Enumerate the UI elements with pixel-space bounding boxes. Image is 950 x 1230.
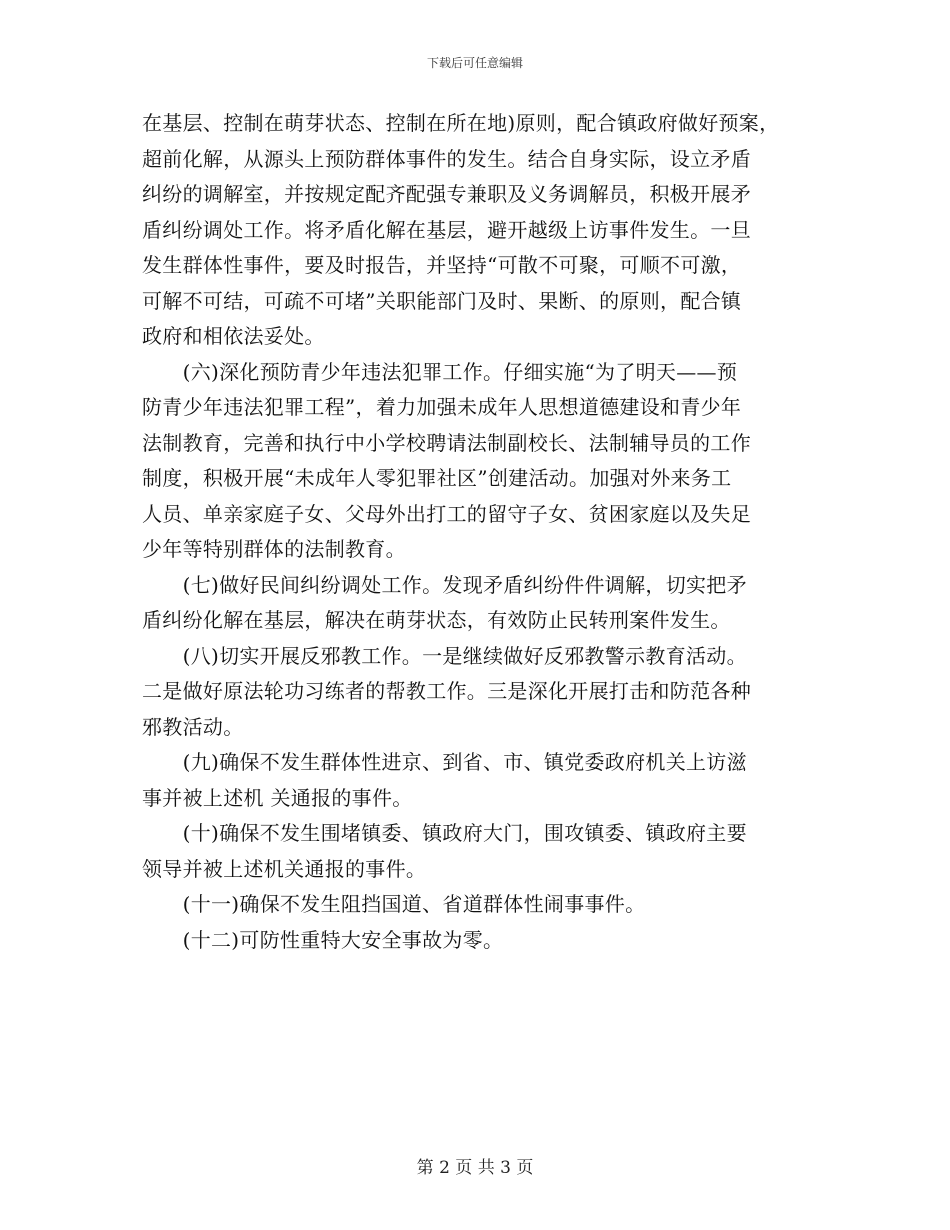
text-line: (十一)确保不发生阻挡国道、省道群体性闹事事件。: [142, 892, 646, 916]
text-line: 领导并被上述机关通报的事件。: [142, 856, 427, 881]
text-line: 盾纠纷化解在基层，解决在萌芽状态，有效防止民转刑案件发生。: [142, 608, 731, 632]
page-footer: 第 2 页 共 3 页: [416, 1158, 534, 1178]
text-line: (七)做好民间纠纷调处工作。发现矛盾纠纷件件调解，切实把矛: [142, 572, 747, 597]
text-line: 法制教育，完善和执行中小学校聘请法制副校长、法制辅导员的工作: [142, 430, 751, 455]
page-header: 下载后可任意编辑: [426, 56, 523, 70]
text-line: 纠纷的调解室，并按规定配齐配强专兼职及义务调解员，积极开展矛: [142, 182, 751, 206]
text-line: 二是做好原法轮功习练者的帮教工作。三是深化开展打击和防范各种: [142, 679, 751, 703]
text-line: 防青少年违法犯罪工程”，着力加强未成年人思想道德建设和青少年: [142, 395, 742, 419]
text-line: (八)切实开展反邪教工作。一是继续做好反邪教警示教育活动。: [142, 643, 747, 668]
text-line: (十)确保不发生围堵镇委、镇政府大门，围攻镇委、镇政府主要: [142, 821, 747, 845]
text-line: 发生群体性事件，要及时报告，并坚持“可散不可聚，可顺不可激，: [142, 253, 742, 277]
text-line: (十二)可防性重特大安全事故为零。: [142, 927, 504, 952]
text-line: 政府和相依法妥处。: [142, 324, 325, 348]
document-body: [142, 106, 822, 958]
text-line: 少年等特别群体的法制教育。: [142, 537, 406, 561]
text-line: 事并被上述机 关通报的事件。: [142, 785, 413, 810]
text-line: 人员、单亲家庭子女、父母外出打工的留守子女、贫困家庭以及失足: [142, 501, 751, 526]
text-line: 可解不可结，可疏不可堵”关职能部门及时、果断、的原则，配合镇: [142, 288, 742, 313]
text-line: 盾纠纷调处工作。将矛盾化解在基层，避开越级上访事件发生。一旦: [142, 217, 751, 242]
text-line: 邪教活动。: [142, 714, 244, 739]
text-line: (六)深化预防青少年违法犯罪工作。仔细实施“为了明天——预: [142, 359, 738, 384]
text-line: 制度，积极开展“未成年人零犯罪社区”创建活动。加强对外来务工: [142, 466, 732, 490]
text-line: 在基层、控制在萌芽状态、控制在所在地)原则，配合镇政府做好预案，: [142, 111, 780, 135]
text-line: (九)确保不发生群体性进京、到省、市、镇党委政府机关上访滋: [142, 750, 747, 774]
text-line: 超前化解，从源头上预防群体事件的发生。结合自身实际，设立矛盾: [142, 146, 751, 171]
